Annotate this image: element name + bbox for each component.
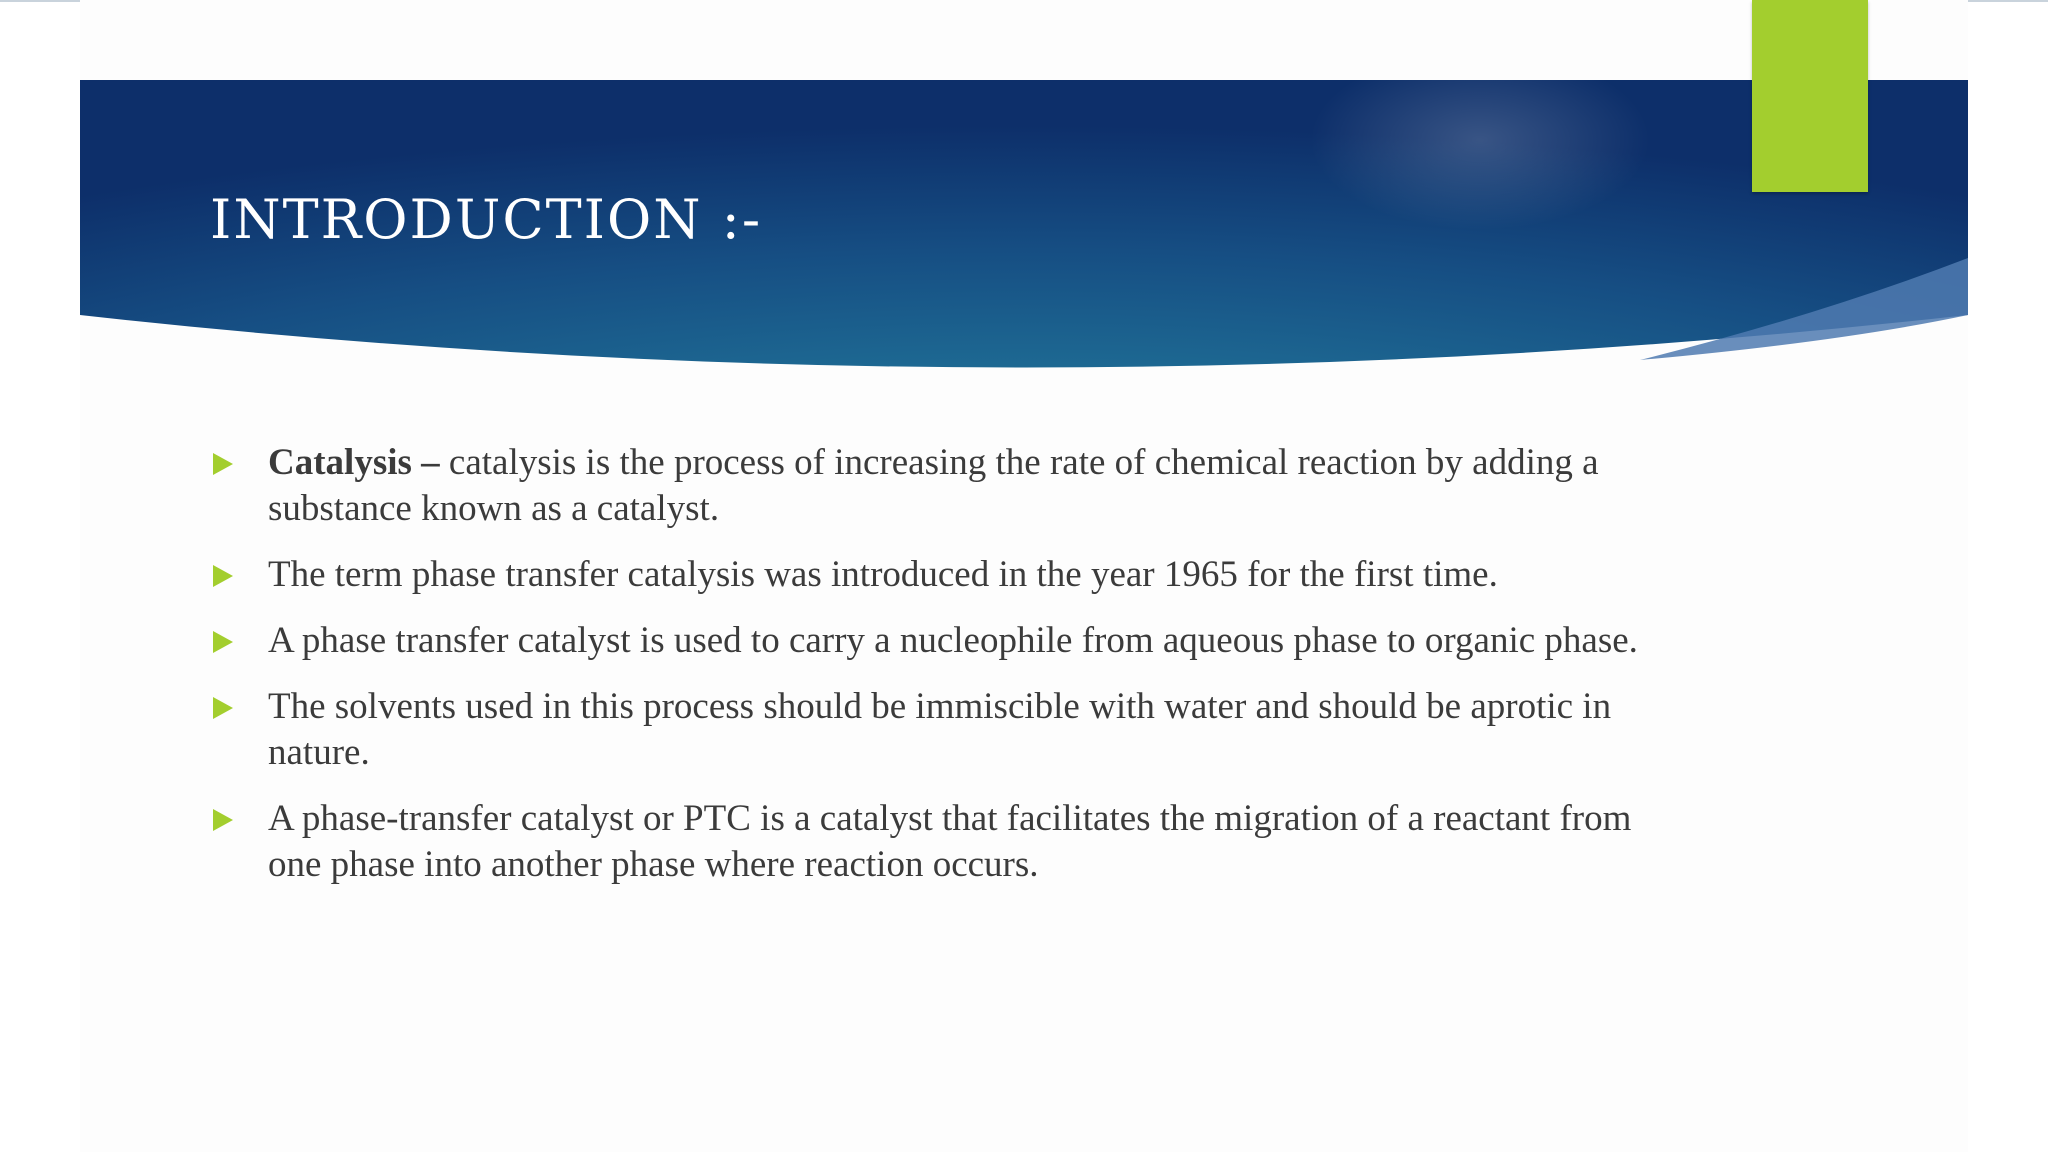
triangle-right-icon	[213, 631, 233, 653]
triangle-right-icon	[213, 809, 233, 831]
bullet-item	[205, 684, 1675, 776]
bullet-text: A phase transfer catalyst is used to carry a nucleophile from aqueous phase to organic phase.	[268, 620, 1638, 661]
accent-tab	[1752, 0, 1868, 192]
bullet-item	[205, 440, 1675, 532]
bullet-text: The solvents used in this process should be immiscible with water and should be aprotic in nature.	[268, 686, 1612, 773]
bullet-item	[205, 552, 1675, 598]
slide-title: INTRODUCTION :-	[210, 188, 763, 251]
bullet-text: catalysis is the process of increasing the rate of chemical reaction by adding a substance known as a catalyst.	[268, 442, 1599, 529]
bullet-item	[205, 618, 1675, 664]
bullet-term: Catalysis –	[268, 442, 440, 483]
triangle-right-icon	[213, 565, 233, 587]
triangle-right-icon	[213, 697, 233, 719]
bullet-list	[205, 440, 1675, 908]
bullet-item	[205, 796, 1675, 888]
bullet-text: A phase-transfer catalyst or PTC is a catalyst that facilitates the migration of a reactant from one phase into another phase where reaction occurs.	[268, 798, 1632, 885]
bullet-text: The term phase transfer catalysis was introduced in the year 1965 for the first time.	[268, 554, 1498, 595]
triangle-right-icon	[213, 453, 233, 475]
